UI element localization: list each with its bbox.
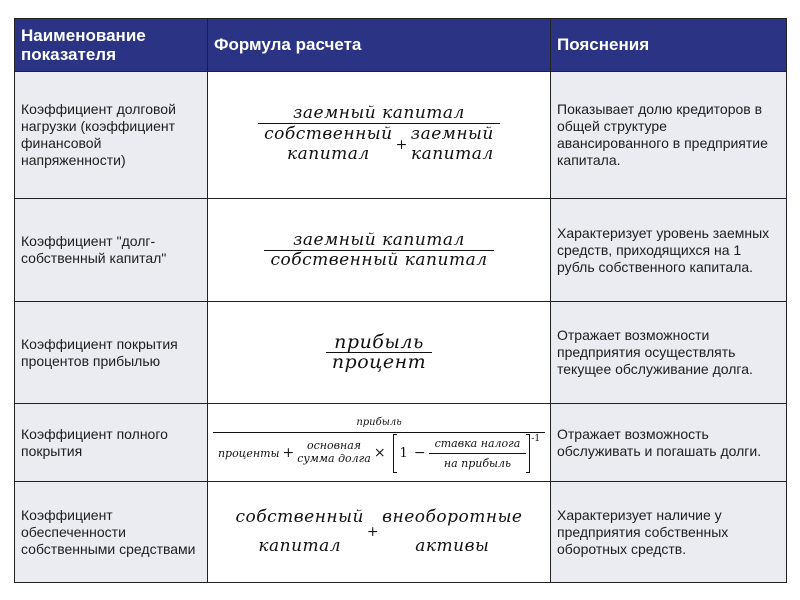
formula-denominator: собственный капитал — [270, 249, 488, 270]
indicator-name: Коэффициент полного покрытия — [15, 404, 208, 482]
table-row — [15, 482, 787, 583]
header-notes: Пояснения — [551, 19, 787, 72]
minus-operator: − — [413, 444, 426, 461]
formula-numerator: заемный капитал — [293, 103, 465, 124]
formula-cell — [208, 199, 551, 302]
term-bottom: сумма долга — [297, 452, 371, 465]
term-top: собственный — [235, 507, 364, 528]
table-row — [15, 72, 787, 199]
bracket-group — [393, 434, 531, 473]
table-row — [15, 404, 787, 482]
term-bottom: капитал — [286, 144, 370, 164]
formula-numerator: заемный капитал — [293, 229, 465, 250]
term-stack — [297, 440, 371, 465]
term-bottom: активы — [415, 536, 490, 556]
formula-numerator: прибыль — [334, 331, 424, 353]
formula-fraction — [326, 333, 432, 372]
formula-cell — [208, 72, 551, 199]
table-row — [15, 199, 787, 302]
one-value: 1 — [399, 445, 408, 461]
term-interest: проценты — [217, 446, 280, 460]
formula-denominator — [212, 433, 546, 474]
tax-fraction — [429, 434, 527, 473]
table-row — [15, 302, 787, 404]
term-stack — [264, 125, 392, 164]
term-bottom: на прибыль — [443, 456, 512, 470]
header-name: Наименование показателя — [15, 19, 208, 72]
exponent: -1 — [531, 433, 541, 444]
indicator-note: Показывает долю кредиторов в общей структуре авансированного в предприятие капитала. — [551, 72, 787, 199]
plus-operator: + — [395, 136, 408, 153]
formula-cell — [208, 404, 551, 482]
indicator-name: Коэффициент покрытия процентов прибылью — [15, 302, 208, 404]
indicators-table — [14, 18, 787, 583]
term-bottom: капитал — [258, 536, 342, 556]
indicator-name: Коэффициент долговой нагрузки (коэффициент финансовой напряженности) — [15, 72, 208, 199]
term-top: заемный — [410, 124, 494, 145]
multiply-operator: × — [373, 444, 386, 461]
term-top: внеоборотные — [382, 507, 523, 528]
indicator-name: Коэффициент обеспеченности собственными средствами — [15, 482, 208, 583]
term-top: собственный — [264, 124, 393, 145]
indicator-note: Отражает возможности предприятия осуществлять текущее обслуживание долга. — [551, 302, 787, 404]
formula-sum — [236, 503, 523, 561]
formula-cell — [208, 302, 551, 404]
formula-fraction — [213, 413, 545, 474]
header-formula: Формула расчета — [208, 19, 551, 72]
formula-denominator: процент — [331, 351, 427, 373]
formula-numerator: прибыль — [356, 416, 402, 428]
term-stack — [411, 125, 494, 164]
formula-cell — [208, 482, 551, 583]
plus-operator: + — [282, 444, 295, 461]
indicator-note: Характеризует наличие у предприятия собственных оборотных средств. — [551, 482, 787, 583]
formula-fraction — [264, 231, 493, 270]
term-stack — [382, 503, 522, 561]
formula-fraction — [258, 104, 500, 165]
formula-denominator — [258, 124, 500, 165]
term-top: ставка налога — [434, 436, 521, 450]
indicator-name: Коэффициент "долг-собственный капитал" — [15, 199, 208, 302]
term-top: основная — [306, 439, 362, 453]
term-stack — [236, 503, 364, 561]
term-bottom: капитал — [410, 144, 494, 164]
indicator-note: Характеризует уровень заемных средств, приходящихся на 1 рубль собственного капитала. — [551, 199, 787, 302]
header-row — [15, 19, 787, 72]
plus-operator: + — [366, 523, 380, 540]
indicator-note: Отражает возможность обслуживать и погашать долги. — [551, 404, 787, 482]
